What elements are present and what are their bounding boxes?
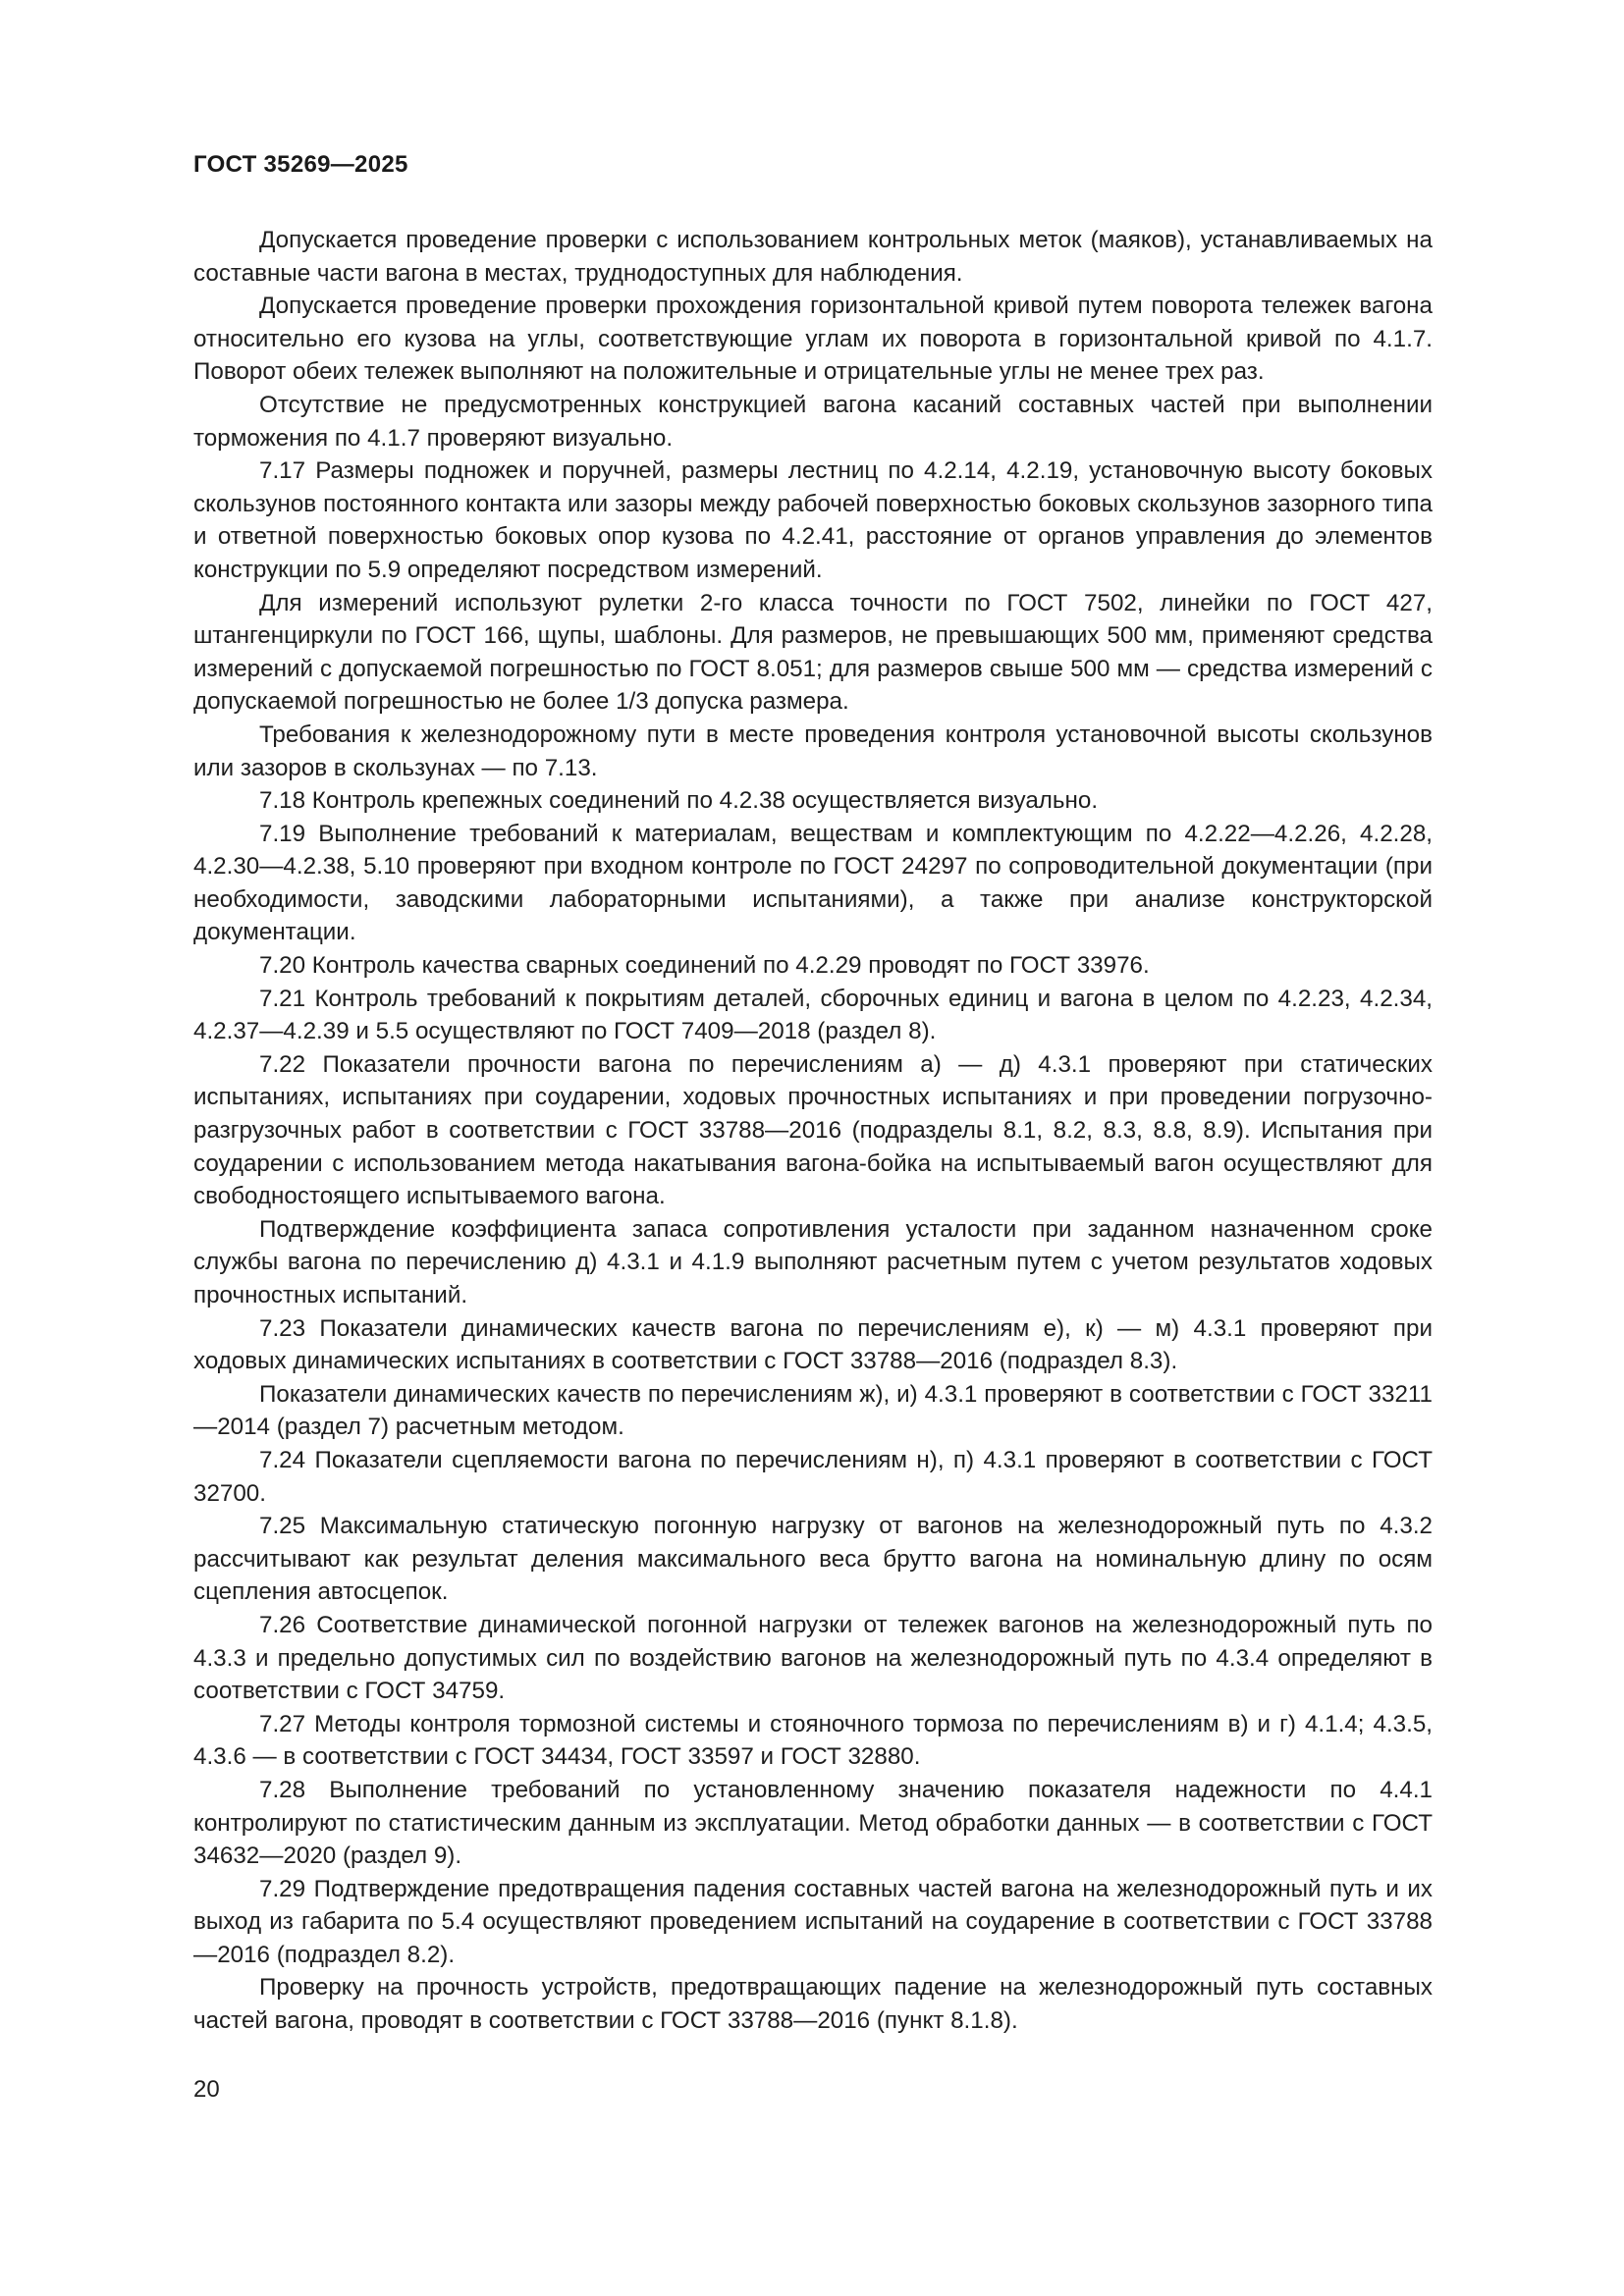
clause-7-26: 7.26 Соответствие динамической погонной нагрузки от тележек вагонов на железнодорожный путь по 4.3.3 и предельно допустимых сил по воздействию вагонов на железнодорожный путь по 4.3.4 определяют в соответствии с ГОСТ 34759. <box>193 1611 1433 1705</box>
clause-7-19: 7.19 Выполнение требований к материалам, веществам и комплектующим по 4.2.22—4.2.26, 4.2.28, 4.2.30—4.2.38, 5.10 проверяют при входном контроле по ГОСТ 24297 по сопроводительной документации (при необходимости, заводскими лабораторными испытаниями), а также при анализе конструкторской документации. <box>193 820 1433 946</box>
paragraph: Требования к железнодорожному пути в месте проведения контроля установочной высоты скользунов или зазоров в скользунах — по 7.13. <box>193 721 1433 781</box>
clause-7-18: 7.18 Контроль крепежных соединений по 4.2.38 осуществляется визуально. <box>259 787 1099 815</box>
clause-7-17: 7.17 Размеры подножек и поручней, размеры лестниц по 4.2.14, 4.2.19, установочную высоту боковых скользунов постоянного контакта или зазоры между рабочей поверхностью боковых скользунов зазорного типа и ответной поверхностью боковых опор кузова по 4.2.41, расстояние от органов управления до элементов конструкции по 5.9 определяют посредством измерений. <box>193 457 1433 583</box>
document-body <box>193 224 1433 2038</box>
paragraph: Показатели динамических качеств по перечислениям ж), и) 4.3.1 проверяют в соответствии с ГОСТ 33211—2014 (раздел 7) расчетным методом. <box>193 1380 1433 1441</box>
clause-7-20: 7.20 Контроль качества сварных соединений по 4.2.29 проводят по ГОСТ 33976. <box>259 952 1150 980</box>
paragraph: Допускается проведение проверки с использованием контрольных меток (маяков), устанавливаемых на составные части вагона в местах, труднодоступных для наблюдения. <box>193 227 1433 287</box>
clause-7-29: 7.29 Подтверждение предотвращения падения составных частей вагона на железнодорожный путь и их выход из габарита по 5.4 осуществляют проведением испытаний на соударение в соответствии с ГОСТ 33788—2016 (подраздел 8.2). <box>193 1875 1433 1968</box>
clause-7-21: 7.21 Контроль требований к покрытиям деталей, сборочных единиц и вагона в целом по 4.2.23, 4.2.34, 4.2.37—4.2.39 и 5.5 осуществляют по ГОСТ 7409—2018 (раздел 8). <box>193 985 1433 1045</box>
paragraph: Подтверждение коэффициента запаса сопротивления усталости при заданном назначенном сроке службы вагона по перечислению д) 4.3.1 и 4.1.9 выполняют расчетным путем с учетом результатов ходовых прочностных испытаний. <box>193 1215 1433 1308</box>
clause-7-25: 7.25 Максимальную статическую погонную нагрузку от вагонов на железнодорожный путь по 4.3.2 рассчитывают как результат деления максимального веса брутто вагона на номинальную длину по осям сцепления автосцепок. <box>193 1513 1433 1606</box>
clause-7-28: 7.28 Выполнение требований по установленному значению показателя надежности по 4.4.1 контролируют по статистическим данным из эксплуатации. Метод обработки данных — в соответствии с ГОСТ 34632—2020 (раздел 9). <box>193 1776 1433 1870</box>
paragraph: Проверку на прочность устройств, предотвращающих падение на железнодорожный путь составных частей вагона, проводят в соответствии с ГОСТ 33788—2016 (пункт 8.1.8). <box>193 1974 1433 2035</box>
clause-7-24: 7.24 Показатели сцепляемости вагона по перечислениям н), п) 4.3.1 проверяют в соответствии с ГОСТ 32700. <box>193 1446 1433 1507</box>
clause-7-22: 7.22 Показатели прочности вагона по перечислениям а) — д) 4.3.1 проверяют при статических испытаниях, испытаниях при соударении, ходовых прочностных испытаниях и при проведении погрузочно-разгрузочных работ в соответствии с ГОСТ 33788—2016 (подразделы 8.1, 8.2, 8.3, 8.8, 8.9). Испытания при соударении с использованием метода накатывания вагона-бойка на испытываемый вагон осуществляют для свободностоящего испытываемого вагона. <box>193 1050 1433 1210</box>
paragraph: Отсутствие не предусмотренных конструкцией вагона касаний составных частей при выполнении торможения по 4.1.7 проверяют визуально. <box>193 391 1433 452</box>
paragraph: Для измерений используют рулетки 2-го класса точности по ГОСТ 7502, линейки по ГОСТ 427, штангенциркули по ГОСТ 166, щупы, шаблоны. Для размеров, не превышающих 500 мм, применяют средства измерений с допускаемой погрешностью по ГОСТ 8.051; для размеров свыше 500 мм — средства измерений с допускаемой погрешностью не более 1/3 допуска размера. <box>193 589 1433 716</box>
clause-7-27: 7.27 Методы контроля тормозной системы и стояночного тормоза по перечислениям в) и г) 4.1.4; 4.3.5, 4.3.6 — в соответствии с ГОСТ 34434, ГОСТ 33597 и ГОСТ 32880. <box>193 1710 1433 1771</box>
standard-header: ГОСТ 35269—2025 <box>193 151 408 178</box>
page-number: 20 <box>193 2076 220 2103</box>
clause-7-23: 7.23 Показатели динамических качеств вагона по перечислениям е), к) — м) 4.3.1 проверяют при ходовых динамических испытаниях в соответствии с ГОСТ 33788—2016 (подраздел 8.3). <box>193 1314 1433 1375</box>
paragraph: Допускается проведение проверки прохождения горизонтальной кривой путем поворота тележек вагона относительно его кузова на углы, соответствующие углам их поворота в горизонтальной кривой по 4.1.7. Поворот обеих тележек выполняют на положительные и отрицательные углы не менее трех раз. <box>193 293 1433 386</box>
